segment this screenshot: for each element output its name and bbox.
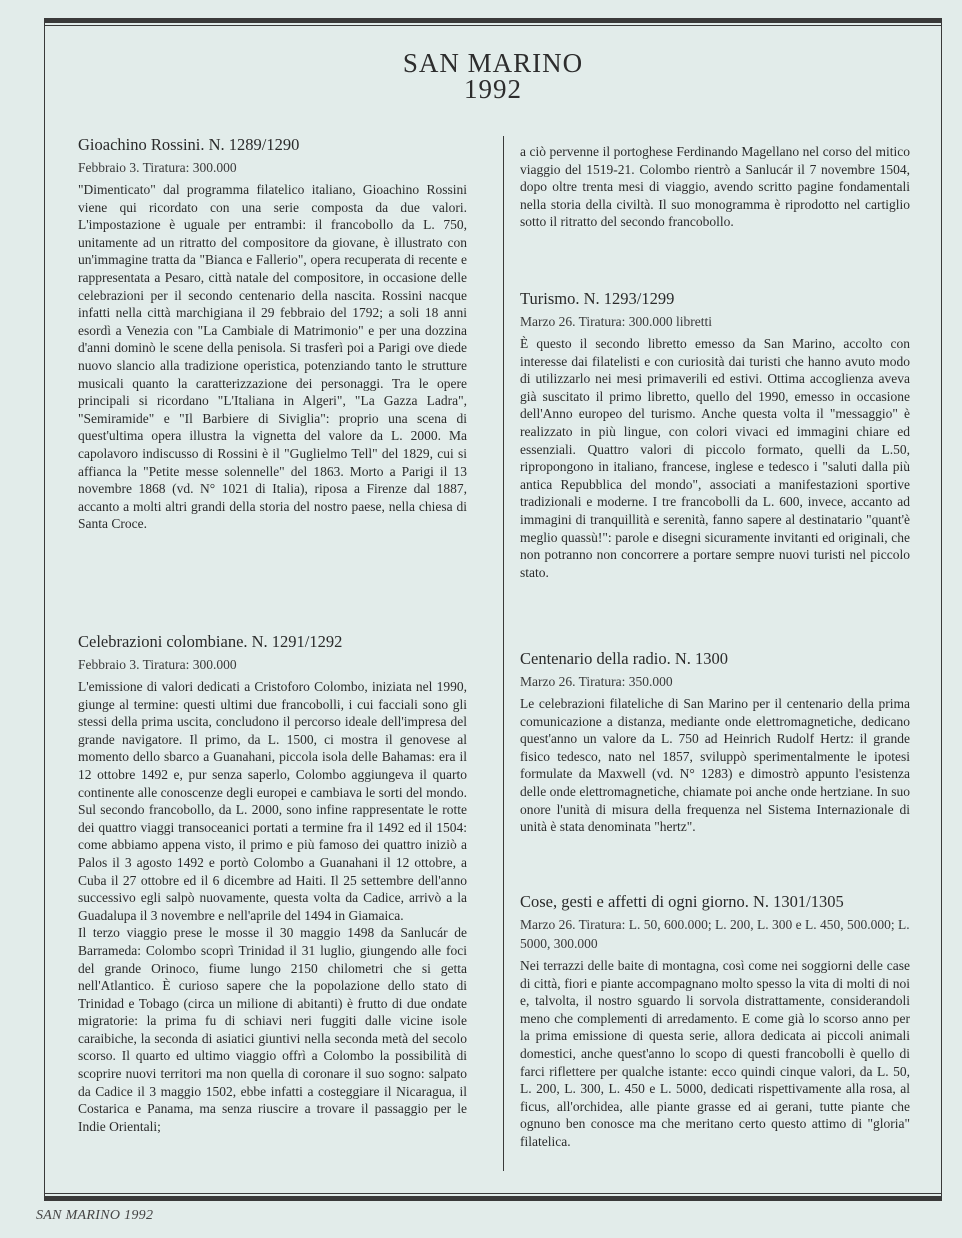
section-meta: Marzo 26. Tiratura: L. 50, 600.000; L. 200, L. 300 e L. 450, 500.000; L. 5000, 300.000 bbox=[520, 917, 910, 951]
section-radio bbox=[520, 649, 910, 836]
bottom-rule bbox=[44, 1193, 942, 1201]
section-heading: Gioachino Rossini. N. 1289/1290 bbox=[78, 135, 300, 154]
section-colombo-continued bbox=[520, 143, 910, 231]
footer-text: SAN MARINO 1992 bbox=[36, 1208, 154, 1223]
title-text: SAN MARINO bbox=[402, 48, 584, 78]
section-paragraph: L'emissione di valori dedicati a Cristoforo Colombo, iniziata nel 1990, giunge al termine: questi ultimi due francobolli, i cui facciali sono gli stessi della prima uscita, concludono il percorso ideale dell'impresa del grande navigatore. Il primo, da L. 1500, ci mostra il genovese al momento dello sbarco a Guanahani, piccola isola delle Bahamas: era il 12 ottobre 1492 e, pur senza saperlo, Colombo aggiungeva il quarto continente alle conoscenze degli europei e cambiava le sorti del mondo. Sul secondo francobollo, da L. 2000, sono infine rappresentate le rotte dei quattro viaggi transoceanici portati a termine fra il 1492 ed il 1504: come abbiamo appena visto, il primo e più famoso dei quattro iniziò a Palos il 3 agosto 1492 e portò Colombo a Guanahani il 12 ottobre, a Cuba il 27 ottobre ed il 6 dicembre ad Haiti. Il 25 settembre dell'anno successivo egli salpò nuovamente, questa volta da Cadice, arrivò a la Guadalupa il 3 novembre e nell'aprile del 1494 in Giamaica. bbox=[78, 679, 467, 923]
title-year: 1992 bbox=[464, 74, 522, 104]
right-border bbox=[941, 18, 942, 1201]
section-rossini bbox=[78, 135, 467, 533]
section-heading: Turismo. N. 1293/1299 bbox=[520, 289, 675, 308]
section-meta: Marzo 26. Tiratura: 350.000 bbox=[520, 674, 673, 689]
section-colombo bbox=[78, 632, 467, 1135]
section-paragraph: Le celebrazioni filateliche di San Marino per il centenario della prima comunicazione a distanza, mediante onde elettromagnetiche, dedicano quest'anno un valore da L. 750 ad Heinrich Rudolf Hertz: il grande fisico tedesco, nato nel 1857, sviluppò sperimentalmente le ipotesi formulate da Maxwell (vd. N° 1283) e dimostrò appunto l'esistenza delle onde elettromagnetiche, chiamate poi anche onde hertziane. In suo onore l'unità di misura della frequenza nel Sistema Internazionale di unità è stata denominata "hertz". bbox=[520, 696, 910, 835]
section-heading: Centenario della radio. N. 1300 bbox=[520, 649, 729, 668]
section-cose bbox=[520, 892, 910, 1151]
column-divider bbox=[503, 136, 504, 1171]
top-rule bbox=[44, 18, 942, 26]
page-title bbox=[0, 50, 962, 102]
section-paragraph: "Dimenticato" dal programma filatelico italiano, Gioachino Rossini viene qui ricordato con una serie composta da due valori. L'impostazione è uguale per entrambi: il francobollo da L. 750, unitamente ad un ritratto del compositore da giovane, è illustrato con un'immagine tratta da "Bianca e Fallerio", opera recuperata di recente e rappresentata a Pesaro, città natale del compositore, in occasione delle celebrazioni per il secondo centenario della nascita. Rossini nacque infatti nella città marchigiana il 29 febbraio del 1792; a soli 18 anni esordì a Venezia con "La Cambiale di Matrimonio" e per una dozzina d'anni dominò le scene della penisola. Si trasferì poi a Parigi ove diede nuovo slancio alla tradizione operistica, potenziando tanto le strutture musicali quanto la caratterizzazione dei personaggi. Tra le opere principali si ricordano "L'Italiana in Algeri", "La Gazza Ladra", "Semiramide" e "Il Barbiere di Siviglia": proprio una scena di quest'ultima opera illustra la vignetta del valore da L. 2000. Ma capolavoro indiscusso di Rossini è il "Guglielmo Tell" del 1829, cui si affianca la "Petite messe solennelle" del 1863. Morto a Parigi il 13 novembre 1868 (vd. N° 1021 di Italia), riposa a Firenze dal 1887, accanto a molti altri grandi della storia del nostro paese, nella chiesa di Santa Croce. bbox=[78, 182, 467, 532]
section-paragraph: Nei terrazzi delle baite di montagna, così come nei soggiorni delle case di città, fiori e piante accompagnano molto spesso la vita di molti di noi e, talvolta, il nostro sguardo li sorvola distrattamente, considerandoli meno che complementi di arredamento. E come già lo scorso anno per la prima emissione di questa serie, allora dedicata ai piccoli animali domestici, anche quest'anno lo scopo di questi francobolli è quello di farci riflettere per qualche istante: ecco quindi cinque valori, da L. 50, L. 200, L. 300, L. 450 e L. 5000, dedicati rispettivamente alla rosa, al ficus, all'orchidea, alle piante grasse ed ai gerani, tutte piante che ognuno ben conosce ma che meritano certo questo attimo di "gloria" filatelica. bbox=[520, 958, 910, 1149]
section-meta: Febbraio 3. Tiratura: 300.000 bbox=[78, 657, 237, 672]
section-heading: Cose, gesti e affetti di ogni giorno. N. 1301/1305 bbox=[520, 892, 844, 911]
section-paragraph: È questo il secondo libretto emesso da San Marino, accolto con interesse dai filatelisti e con curiosità dai turisti che hanno avuto modo di utilizzarlo nei mesi primaverili ed estivi. Ottima accoglienza aveva già suscitato il primo libretto, quello del 1990, emesso in occasione dell'Anno europeo del turismo. Anche questa volta il "messaggio" è realizzato in più lingue, con colori vivaci ed immagini chiare ed essenziali. Quattro valori di piccolo formato, quelli da L.50, ripropongono in italiano, francese, inglese e tedesco i "saluti dalla più antica Repubblica del mondo", associati a manifestazioni sportive tradizionali e moderne. I tre francobolli da L. 600, invece, accanto ad immagini di tranquillità e serenità, fanno sapere al destinatario "quant'è meglio quassù!": parole e disegni sicuramente invitanti ed originali, che non potranno non concorrere a portare sempre nuovi turisti nel piccolo stato. bbox=[520, 336, 910, 580]
section-turismo bbox=[520, 289, 910, 581]
section-meta: Febbraio 3. Tiratura: 300.000 bbox=[78, 160, 237, 175]
left-border bbox=[44, 18, 45, 1201]
section-paragraph: Il terzo viaggio prese le mosse il 30 maggio 1498 da Sanlucár de Barrameda: Colombo scoprì Trinidad il 31 luglio, giungendo alle foci del grande Orinoco, fiume lungo 2150 chilometri che si getta nell'Atlantico. È curioso sapere che la popolazione dello stato di Trinidad e Tobago (circa un milione di abitanti) è frutto di due ondate migratorie: la prima fu di schiavi neri fuggiti dalle vicine isole caraibiche, la seconda di asiatici giuntivi nella seconda metà del secolo scorso. Il quarto ed ultimo viaggio offrì a Colombo la possibilità di scoprire nuovi territori ma non quella di coronare il suo sogno: salpato da Cadice il 3 maggio 1502, ebbe infatti a costeggiare il Nicaragua, il Costarica e Panama, ma senza riuscire a trovare il passaggio per le Indie Orientali; bbox=[78, 925, 467, 1134]
section-paragraph: a ciò pervenne il portoghese Ferdinando Magellano nel corso del mitico viaggio del 1519-21. Colombo rientrò a Sanlucár il 7 novembre 1504, dopo oltre trenta mesi di viaggio, avendo scritto pagine fondamentali nella storia della civiltà. Il suo monogramma è riprodotto nel cartiglio sotto il ritratto del secondo francobollo. bbox=[520, 144, 910, 230]
section-heading: Celebrazioni colombiane. N. 1291/1292 bbox=[78, 632, 343, 651]
section-meta: Marzo 26. Tiratura: 300.000 libretti bbox=[520, 314, 712, 329]
